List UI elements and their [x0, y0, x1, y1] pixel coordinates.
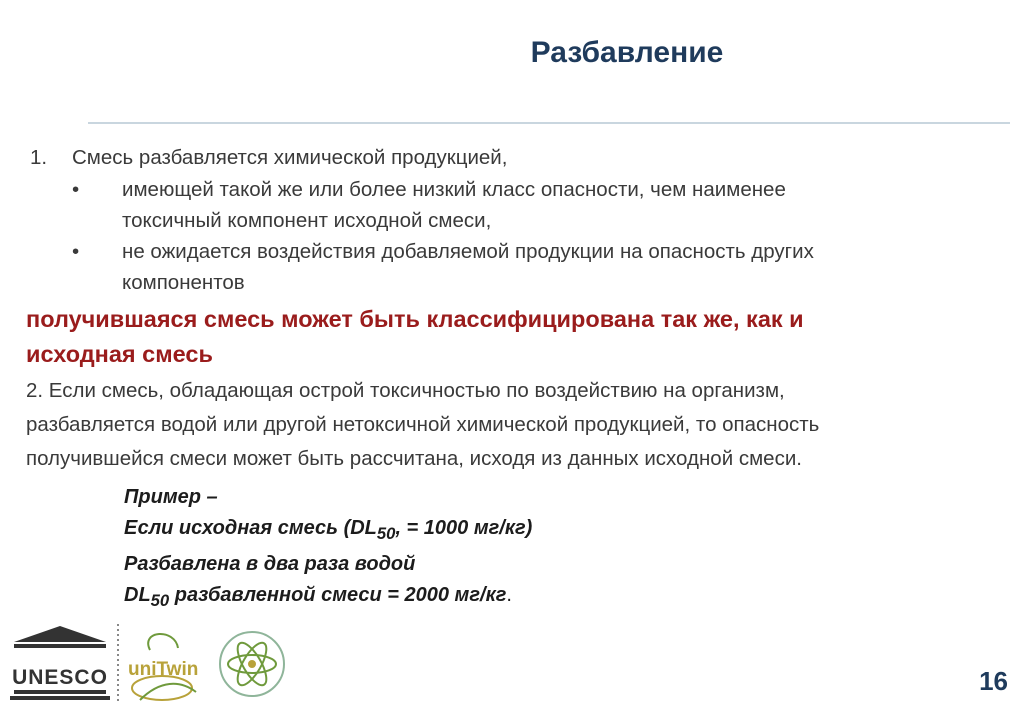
bullet-text: имеющей такой же или более низкий класс опасности, чем наименее токсичный компонент исходной смеси,: [122, 178, 786, 232]
unesco-text: UNESCO: [12, 666, 108, 689]
list-item-text: Смесь разбавляется химической продукцией,: [72, 146, 508, 169]
bullet-text: не ожидается воздействия добавляемой продукции на опасность других компонентов: [122, 240, 814, 294]
highlight-conclusion: получившаяся смесь может быть классифицирована так же, как и исходная смесь: [26, 306, 804, 367]
paragraph-2: 2. Если смесь, обладающая острой токсичностью по воздействию на организм, разбавляется водой или другой нетоксичной химической продукцией, то опасность получившейся смеси может быть рассчитана, исходя из данных исходной смеси.: [26, 379, 820, 470]
atom-emblem-logo: [220, 632, 284, 696]
example-heading: Пример –: [124, 486, 218, 508]
bullet-icon: •: [72, 240, 80, 263]
title-divider: [88, 122, 1010, 124]
logos-svg: [0, 620, 320, 708]
bullet-icon: •: [72, 178, 80, 201]
slide-title: Разбавление: [530, 36, 724, 69]
footer-logos: [0, 620, 320, 708]
unitwin-logo: [128, 634, 198, 700]
example-block: [124, 482, 824, 616]
unitwin-text: uniTwin: [128, 659, 199, 680]
page-number: 16: [979, 666, 1008, 696]
unesco-logo: [10, 626, 110, 700]
example-line-3: $DL_{50}$ разбавленной смеси = 2000 мг/кг.: [124, 584, 512, 610]
example-line-1: Если исходная смесь ($DL_{50}$, = 1000 мг/кг): [124, 517, 533, 543]
list-number: 1.: [30, 146, 48, 169]
example-line-2: Разбавлена в два раза водой: [124, 553, 416, 575]
